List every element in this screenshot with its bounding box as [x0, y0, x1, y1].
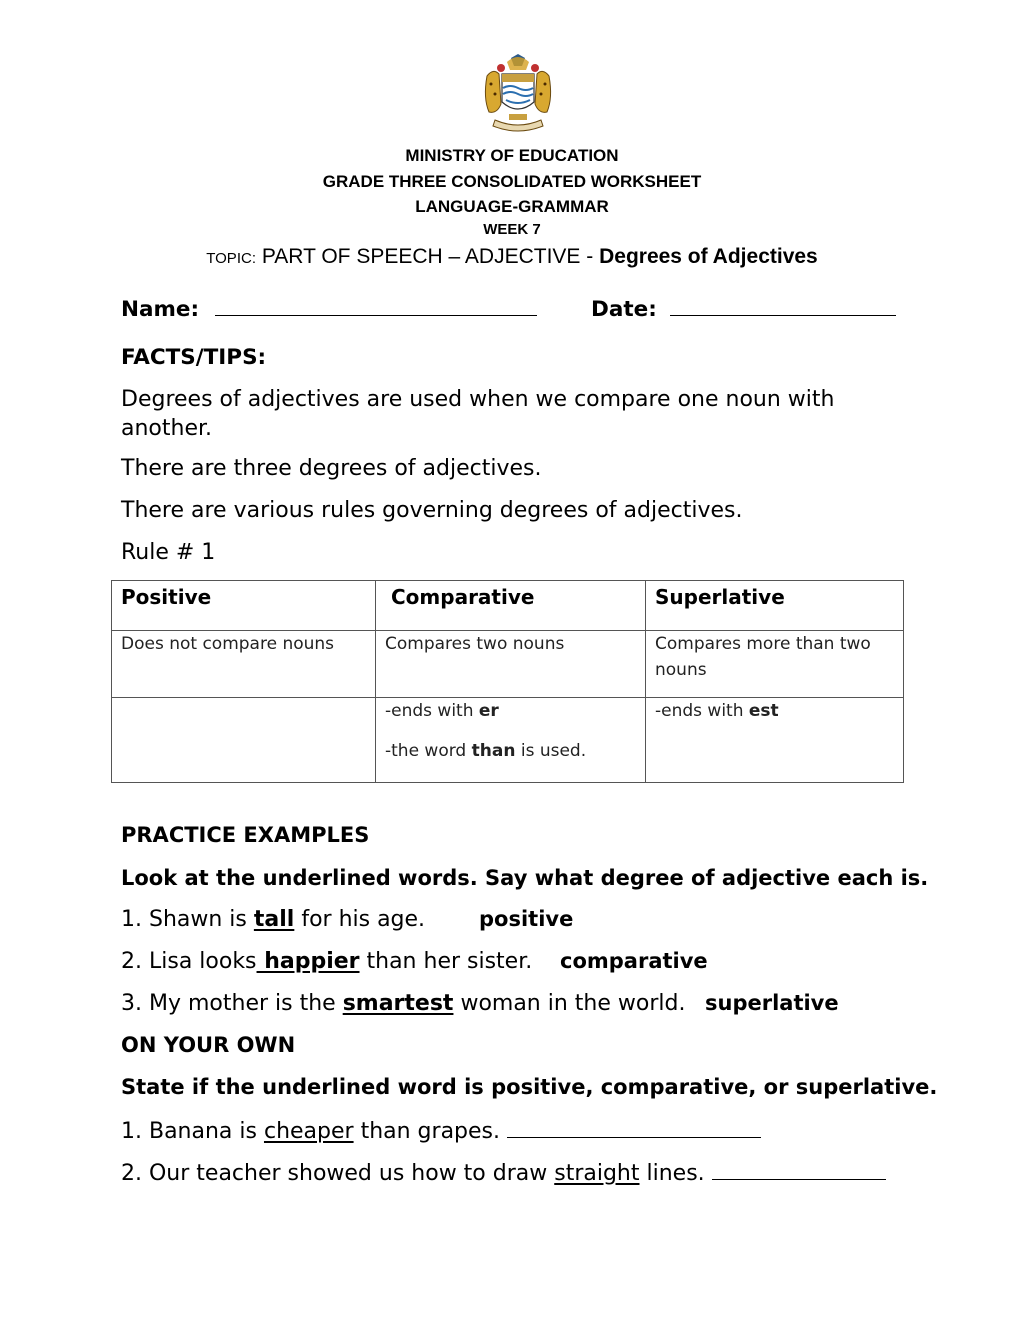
comparative-rule-cell	[376, 698, 646, 783]
name-blank[interactable]	[215, 293, 537, 316]
question-text: 2. Our teacher showed us how to draw	[121, 1161, 555, 1186]
coat-of-arms-logo	[481, 54, 555, 134]
rule-keyword: than	[471, 741, 516, 761]
facts-paragraph-2: There are three degrees of adjectives.	[121, 456, 542, 481]
practice-example-2	[121, 949, 532, 974]
table-header-row	[112, 581, 904, 631]
practice-example-1	[121, 907, 425, 932]
topic-label: TOPIC:	[206, 250, 256, 267]
topic-text: PART OF SPEECH – ADJECTIVE -	[261, 245, 600, 268]
own-instruction: State if the underlined word is positive, comparative, or superlative.	[121, 1075, 938, 1099]
own-question-2	[121, 1159, 886, 1186]
question-text: 1. Banana is	[121, 1119, 264, 1144]
positive-rule-cell	[112, 698, 376, 783]
facts-p1-line1: Degrees of adjectives are used when we compare one noun with	[121, 387, 835, 412]
facts-heading: FACTS/TIPS:	[121, 345, 267, 370]
rule-text: -the word	[385, 741, 472, 761]
positive-desc: Does not compare nouns	[112, 631, 376, 698]
question-text: lines.	[639, 1161, 712, 1186]
degrees-table	[111, 580, 904, 783]
answer-blank-1[interactable]	[507, 1117, 761, 1138]
practice-heading: PRACTICE EXAMPLES	[121, 823, 370, 847]
rule-text: -ends with	[655, 701, 749, 721]
topic-bold: Degrees of Adjectives	[599, 245, 818, 268]
underlined-word: smartest	[342, 991, 454, 1016]
ministry-heading: MINISTRY OF EDUCATION	[405, 146, 619, 165]
example-1-answer: positive	[479, 907, 574, 931]
comparative-rule-1	[385, 698, 636, 724]
topic-line	[0, 245, 1024, 269]
comparative-desc: Compares two nouns	[376, 631, 646, 698]
own-question-1	[121, 1117, 761, 1144]
superlative-rule-1	[655, 698, 894, 724]
underlined-word: straight	[554, 1161, 640, 1186]
rule-text: -ends with	[385, 701, 479, 721]
underlined-word: cheaper	[263, 1119, 354, 1144]
facts-paragraph-3: There are various rules governing degrees of adjectives.	[121, 498, 743, 523]
underlined-word: tall	[253, 907, 295, 932]
underlined-word: happier	[256, 949, 360, 974]
rule-label: Rule # 1	[121, 540, 216, 565]
name-label: Name:	[121, 297, 200, 322]
date-field	[591, 293, 896, 322]
facts-paragraph-1	[121, 385, 834, 443]
example-text: 3. My mother is the	[121, 991, 343, 1016]
header-positive: Positive	[112, 581, 376, 631]
practice-instruction: Look at the underlined words. Say what degree of adjective each is.	[121, 866, 929, 890]
comparative-rule-2	[385, 738, 636, 764]
own-heading: ON YOUR OWN	[121, 1033, 296, 1057]
answer-blank-2[interactable]	[712, 1159, 886, 1180]
example-text: for his age.	[294, 907, 426, 932]
example-text: woman in the world.	[453, 991, 686, 1016]
example-text: 2. Lisa looks	[121, 949, 257, 974]
subject-heading: LANGUAGE-GRAMMAR	[415, 197, 609, 216]
example-3-answer: superlative	[705, 991, 839, 1015]
rule-suffix: est	[748, 701, 779, 721]
practice-example-3	[121, 991, 685, 1016]
table-row	[112, 631, 904, 698]
rule-text: is used.	[515, 741, 587, 761]
example-2-answer: comparative	[560, 949, 708, 973]
facts-p1-line2: another.	[121, 416, 213, 441]
superlative-desc: Compares more than two nouns	[646, 631, 904, 698]
example-text: 1. Shawn is	[121, 907, 254, 932]
date-label: Date:	[591, 297, 657, 322]
example-text: than her sister.	[359, 949, 533, 974]
table-row	[112, 698, 904, 783]
worksheet-title: GRADE THREE CONSOLIDATED WORKSHEET	[322, 172, 702, 191]
name-field	[121, 293, 537, 322]
week-heading: WEEK 7	[483, 221, 541, 238]
header-comparative: Comparative	[376, 581, 646, 631]
rule-suffix: er	[478, 701, 499, 721]
question-text: than grapes.	[353, 1119, 507, 1144]
superlative-rule-cell	[646, 698, 904, 783]
header-superlative: Superlative	[646, 581, 904, 631]
date-blank[interactable]	[670, 293, 896, 316]
